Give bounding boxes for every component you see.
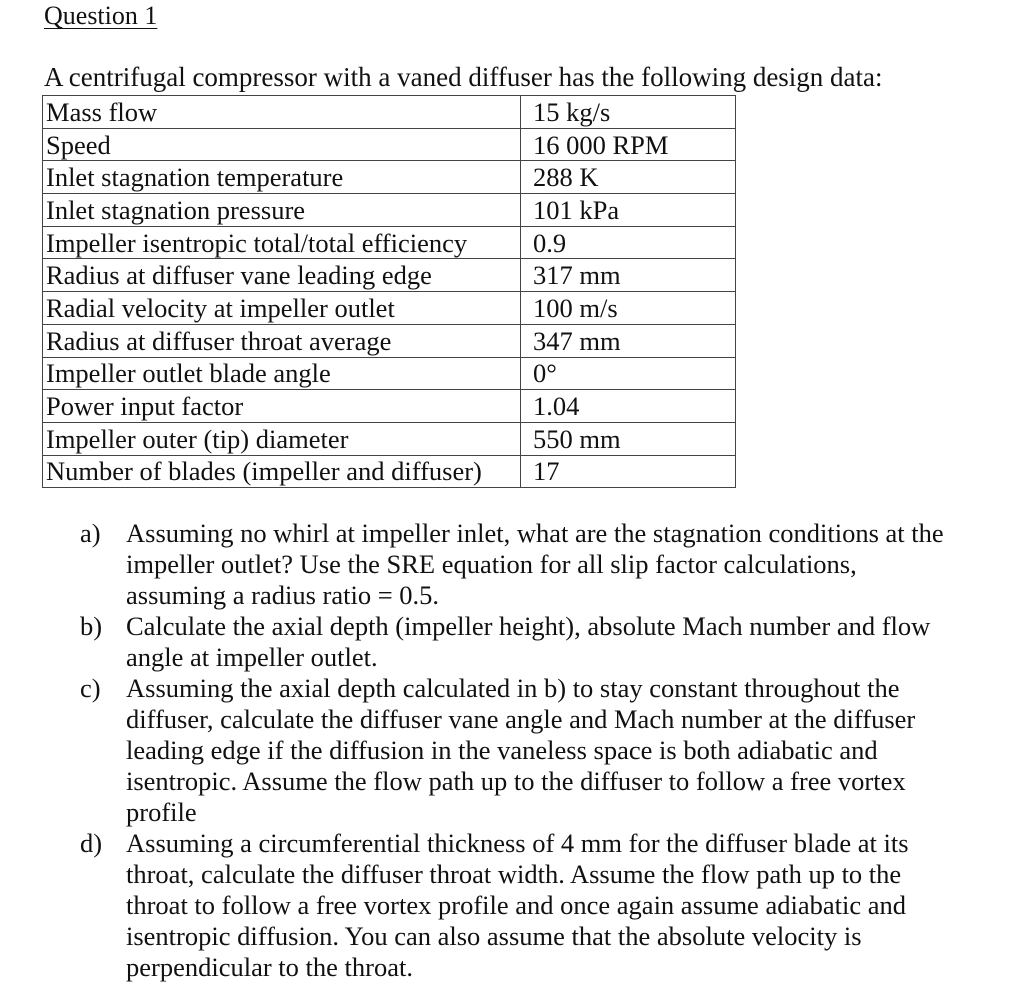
question-item [80, 518, 986, 611]
design-data-row [43, 390, 736, 423]
design-data-row [43, 292, 736, 325]
parameter-label: Number of blades (impeller and diffuser) [43, 455, 521, 488]
design-data-row [43, 259, 736, 292]
parameter-value: 17 [521, 455, 736, 488]
parameter-value: 0.9 [521, 226, 736, 259]
question-list [80, 518, 986, 983]
question-text-line: Assuming the axial depth calculated in b) to stay constant throughout the [126, 673, 900, 703]
parameter-value: 317 mm [521, 259, 736, 292]
design-data-row [43, 422, 736, 455]
question-text-line: assuming a radius ratio = 0.5. [126, 580, 440, 610]
parameter-value: 15 kg/s [521, 96, 736, 129]
parameter-label: Inlet stagnation pressure [43, 194, 521, 227]
question-marker: a) [80, 518, 101, 548]
question-text-line: perpendicular to the throat. [126, 952, 413, 982]
question-text-line: angle at impeller outlet. [126, 642, 378, 672]
question-text-line: diffuser, calculate the diffuser vane angle and Mach number at the diffuser [126, 704, 916, 734]
parameter-label: Impeller outlet blade angle [43, 357, 521, 390]
parameter-label: Inlet stagnation temperature [43, 161, 521, 194]
question-text-line: isentropic diffusion. You can also assume that the absolute velocity is [126, 921, 862, 951]
question-text-line: impeller outlet? Use the SRE equation for all slip factor calculations, [126, 549, 857, 579]
design-data-row [43, 128, 736, 161]
question-item [80, 828, 986, 983]
question-item [80, 673, 986, 828]
design-data-row [43, 161, 736, 194]
parameter-label: Mass flow [43, 96, 521, 129]
question-text-line: profile [126, 797, 197, 827]
question-item [80, 611, 986, 673]
parameter-label: Impeller outer (tip) diameter [43, 422, 521, 455]
question-text-line: isentropic. Assume the flow path up to the diffuser to follow a free vortex [126, 766, 906, 796]
parameter-label: Power input factor [43, 390, 521, 423]
question-text-line: Calculate the axial depth (impeller height), absolute Mach number and flow [126, 611, 931, 641]
design-data-row [43, 226, 736, 259]
parameter-value: 288 K [521, 161, 736, 194]
question-text-line: Assuming no whirl at impeller inlet, what are the stagnation conditions at the [126, 518, 944, 548]
parameter-value: 101 kPa [521, 194, 736, 227]
parameter-label: Impeller isentropic total/total efficiency [43, 226, 521, 259]
parameter-value: 16 000 RPM [521, 128, 736, 161]
design-data-row [43, 357, 736, 390]
parameter-value: 550 mm [521, 422, 736, 455]
design-data-row [43, 324, 736, 357]
parameter-label: Radial velocity at impeller outlet [43, 292, 521, 325]
parameter-value: 100 m/s [521, 292, 736, 325]
question-marker: c) [80, 673, 101, 703]
question-title: Question 1 [44, 1, 158, 30]
question-marker: d) [80, 828, 103, 858]
parameter-value: 1.04 [521, 390, 736, 423]
question-text-line: leading edge if the diffusion in the vaneless space is both adiabatic and [126, 735, 878, 765]
question-marker: b) [80, 611, 103, 641]
parameter-value: 347 mm [521, 324, 736, 357]
parameter-label: Radius at diffuser vane leading edge [43, 259, 521, 292]
intro-text: A centrifugal compressor with a vaned diffuser has the following design data: [44, 62, 883, 92]
parameter-value: 0° [521, 357, 736, 390]
question-text-line: Assuming a circumferential thickness of 4 mm for the diffuser blade at its [126, 828, 909, 858]
question-text-line: throat to follow a free vortex profile and once again assume adiabatic and [126, 890, 906, 920]
design-data-row [43, 194, 736, 227]
parameter-label: Speed [43, 128, 521, 161]
design-data-row [43, 455, 736, 488]
design-data-table [42, 95, 736, 488]
parameter-label: Radius at diffuser throat average [43, 324, 521, 357]
design-data-row [43, 96, 736, 129]
question-text-line: throat, calculate the diffuser throat width. Assume the flow path up to the [126, 859, 902, 889]
